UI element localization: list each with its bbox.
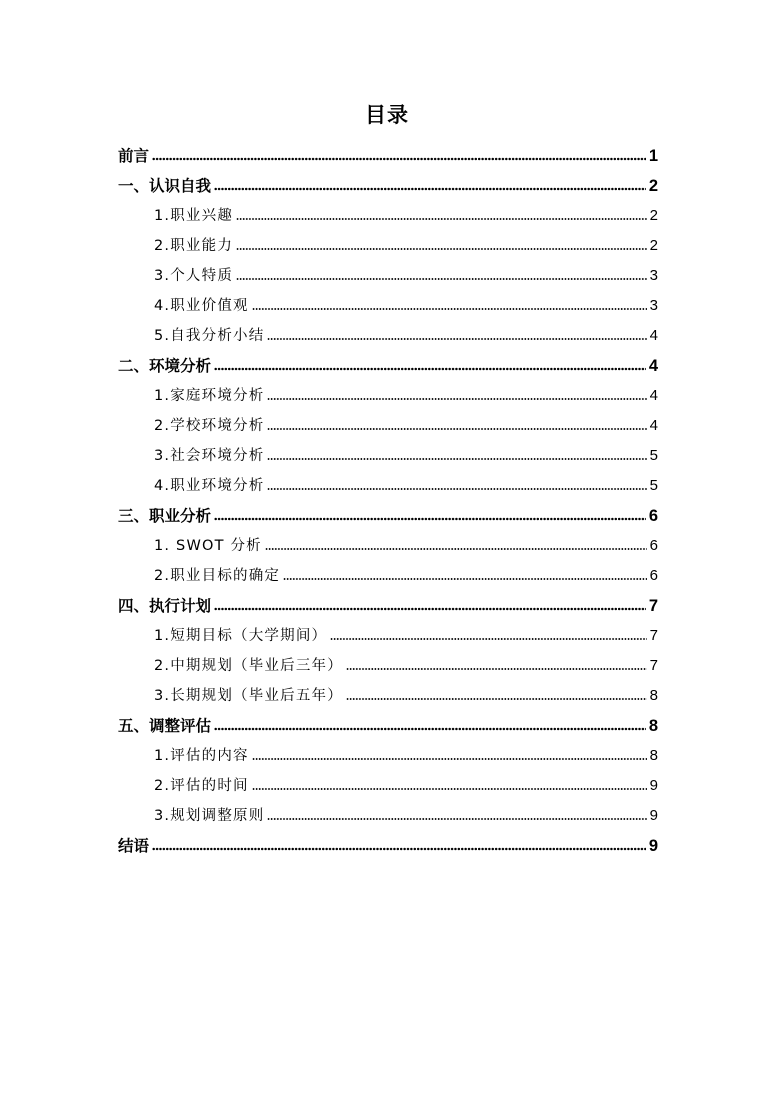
toc-title: 目录 — [365, 103, 409, 127]
toc-entry-title: 1.短期目标（大学期间） — [154, 628, 328, 644]
toc-dot-leader — [214, 727, 646, 731]
toc-page-number: 5 — [649, 477, 658, 494]
toc-section-entry[interactable] — [118, 709, 658, 739]
toc-section-entry[interactable] — [118, 829, 658, 859]
toc-entry-title: 3.社会环境分析 — [154, 448, 265, 464]
toc-subsection-entry[interactable] — [118, 619, 658, 649]
toc-page-number: 9 — [649, 807, 658, 824]
toc-dot-leader — [152, 157, 646, 161]
toc-entry-title: 2.学校环境分析 — [154, 418, 265, 434]
toc-dot-leader — [267, 427, 646, 431]
toc-entry-title: 五、调整评估 — [118, 717, 212, 735]
toc-dot-leader — [214, 367, 646, 371]
toc-section-entry[interactable] — [118, 139, 658, 169]
toc-section-entry[interactable] — [118, 499, 658, 529]
toc-subsection-entry[interactable] — [118, 229, 658, 259]
toc-section-entry[interactable] — [118, 169, 658, 199]
toc-page-number: 6 — [649, 537, 658, 554]
toc-page-number: 1 — [648, 147, 658, 165]
toc-entry-title: 5.自我分析小结 — [154, 328, 265, 344]
toc-entry-title: 2.中期规划（毕业后三年） — [154, 658, 343, 674]
toc-dot-leader — [252, 757, 647, 761]
toc-entry-title: 前言 — [118, 147, 150, 165]
toc-dot-leader — [236, 247, 647, 251]
toc-page-number: 9 — [649, 777, 658, 794]
toc-subsection-entry[interactable] — [118, 769, 658, 799]
toc-dot-leader — [330, 637, 646, 641]
toc-entry-title: 4.职业价值观 — [154, 298, 249, 314]
toc-subsection-entry[interactable] — [118, 259, 658, 289]
toc-entry-title: 一、认识自我 — [118, 177, 212, 195]
toc-subsection-entry[interactable] — [118, 469, 658, 499]
toc-dot-leader — [265, 547, 647, 551]
toc-page-number: 6 — [648, 507, 658, 525]
toc-entry-title: 二、环境分析 — [118, 357, 212, 375]
toc-page-number: 3 — [649, 267, 658, 284]
toc-page-number: 4 — [649, 327, 658, 344]
toc-subsection-entry[interactable] — [118, 409, 658, 439]
toc-entry-title: 1.家庭环境分析 — [154, 388, 265, 404]
toc-subsection-entry[interactable] — [118, 379, 658, 409]
toc-list — [118, 139, 658, 859]
toc-page-number: 8 — [649, 747, 658, 764]
toc-subsection-entry[interactable] — [118, 319, 658, 349]
toc-dot-leader — [252, 307, 647, 311]
toc-entry-title: 四、执行计划 — [118, 597, 212, 615]
toc-subsection-entry[interactable] — [118, 649, 658, 679]
toc-page-number: 4 — [649, 387, 658, 404]
toc-page-number: 7 — [648, 597, 658, 615]
toc-section-entry[interactable] — [118, 349, 658, 379]
toc-entry-title: 1.职业兴趣 — [154, 208, 234, 224]
toc-entry-title: 3.长期规划（毕业后五年） — [154, 688, 343, 704]
toc-subsection-entry[interactable] — [118, 739, 658, 769]
toc-page-number: 8 — [648, 717, 658, 735]
toc-subsection-entry[interactable] — [118, 439, 658, 469]
toc-dot-leader — [267, 817, 646, 821]
toc-subsection-entry[interactable] — [118, 559, 658, 589]
toc-dot-leader — [252, 787, 647, 791]
toc-dot-leader — [267, 337, 646, 341]
toc-page-number: 2 — [649, 207, 658, 224]
toc-entry-title: 结语 — [118, 837, 150, 855]
toc-subsection-entry[interactable] — [118, 529, 658, 559]
toc-dot-leader — [236, 217, 647, 221]
toc-entry-title: 3.个人特质 — [154, 268, 234, 284]
toc-page-number: 7 — [649, 657, 658, 674]
toc-dot-leader — [267, 487, 646, 491]
toc-dot-leader — [214, 607, 646, 611]
toc-dot-leader — [152, 847, 646, 851]
toc-entry-title: 2.职业能力 — [154, 238, 234, 254]
toc-entry-title: 1.评估的内容 — [154, 748, 249, 764]
toc-page-number: 5 — [649, 447, 658, 464]
toc-dot-leader — [267, 397, 646, 401]
toc-entry-title: 4.职业环境分析 — [154, 478, 265, 494]
toc-subsection-entry[interactable] — [118, 679, 658, 709]
toc-entry-title: 3.规划调整原则 — [154, 808, 265, 824]
toc-entry-title: 2.评估的时间 — [154, 778, 249, 794]
toc-page-number: 6 — [649, 567, 658, 584]
toc-page-number: 7 — [649, 627, 658, 644]
toc-dot-leader — [214, 187, 646, 191]
toc-entry-title: 1. SWOT 分析 — [154, 538, 262, 554]
toc-page-number: 4 — [649, 417, 658, 434]
toc-page-number: 3 — [649, 297, 658, 314]
toc-dot-leader — [214, 517, 646, 521]
toc-page-number: 9 — [648, 837, 658, 855]
toc-section-entry[interactable] — [118, 589, 658, 619]
toc-entry-title: 三、职业分析 — [118, 507, 212, 525]
toc-page-number: 2 — [648, 177, 658, 195]
toc-subsection-entry[interactable] — [118, 199, 658, 229]
toc-page-number: 8 — [649, 687, 658, 704]
toc-entry-title: 2.职业目标的确定 — [154, 568, 281, 584]
toc-subsection-entry[interactable] — [118, 289, 658, 319]
toc-dot-leader — [346, 697, 647, 701]
toc-page-number: 2 — [649, 237, 658, 254]
toc-subsection-entry[interactable] — [118, 799, 658, 829]
toc-page-number: 4 — [648, 357, 658, 375]
toc-dot-leader — [283, 577, 647, 581]
toc-dot-leader — [346, 667, 647, 671]
toc-dot-leader — [267, 457, 646, 461]
toc-dot-leader — [236, 277, 647, 281]
